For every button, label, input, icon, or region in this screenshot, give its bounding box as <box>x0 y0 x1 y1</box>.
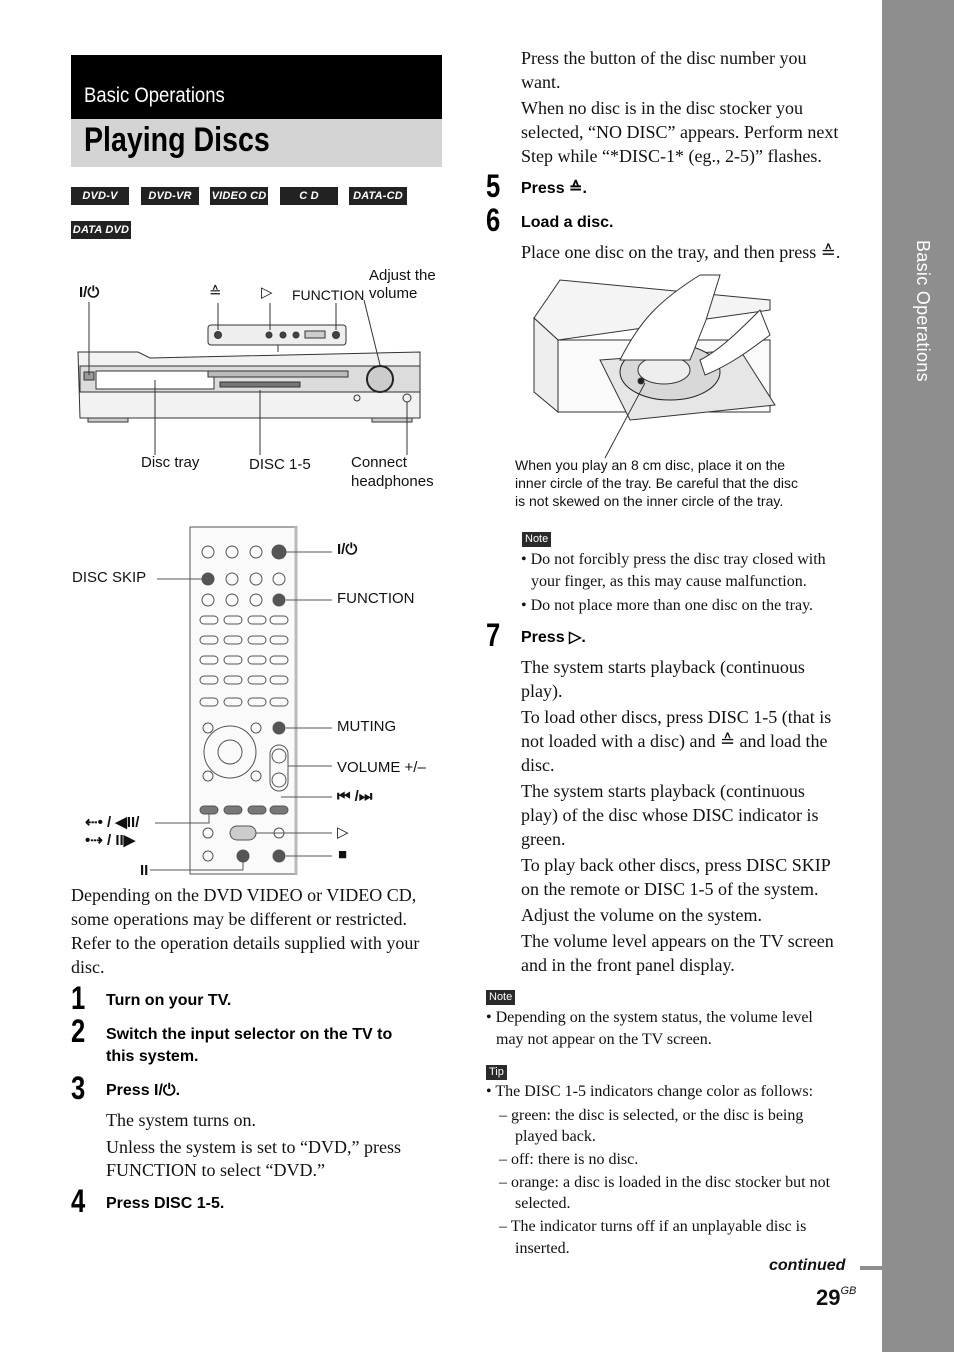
remote-power-label: I/⏻ <box>337 541 358 558</box>
remote-stop-label: ■ <box>338 846 348 863</box>
step-title: Press DISC 1-5. <box>106 1195 225 1212</box>
step-body: FUNCTION to select “DVD.” <box>106 1160 325 1180</box>
unit-disc-1-5-label: DISC 1-5 <box>249 456 311 473</box>
tip-tag: Tip <box>486 1065 507 1080</box>
continued-label: continued <box>769 1257 846 1274</box>
intro-line: Depending on the DVD VIDEO or VIDEO CD, <box>71 885 417 905</box>
badge-dvd-vr: DVD-VR <box>141 187 199 205</box>
step-number: 4 <box>71 1183 86 1219</box>
unit-connect-label-2: headphones <box>351 473 434 490</box>
unit-adjust-volume-label-1: Adjust the <box>369 267 436 284</box>
step-body: Place one disc on the tray, and then press ≙. <box>521 242 841 262</box>
tip-line: – off: there is no disc. <box>499 1151 639 1168</box>
step-title: Switch the input selector on the TV to <box>106 1026 393 1043</box>
tip-line: inserted. <box>515 1240 570 1257</box>
step-title: Press I/⏻. <box>106 1082 181 1099</box>
step4-body-line: want. <box>521 72 561 92</box>
step-title: Turn on your TV. <box>106 992 232 1009</box>
step-body: The system turns on. <box>106 1110 256 1130</box>
page-title: Playing Discs <box>84 121 270 159</box>
note-line: may not appear on the TV screen. <box>496 1031 712 1048</box>
step7-body-line: The volume level appears on the TV screen <box>521 931 834 951</box>
tip-line: played back. <box>515 1128 596 1145</box>
intro-line: Refer to the operation details supplied with your <box>71 933 420 953</box>
remote-muting-label: MUTING <box>337 718 397 735</box>
remote-replay-label-2: •⇢ / II▶ <box>85 832 136 849</box>
unit-connect-label-1: Connect <box>351 454 407 471</box>
step7-body-line: To load other discs, press DISC 1-5 (that is <box>521 707 832 727</box>
section-title: Basic Operations <box>84 84 225 107</box>
note-tag: Note <box>522 532 551 547</box>
step-body: Unless the system is set to “DVD,” press <box>106 1137 401 1157</box>
step7-body-line: and in the front panel display. <box>521 955 735 975</box>
tip-line: – The indicator turns off if an unplayable disc is <box>499 1218 807 1235</box>
step-number: 7 <box>486 617 501 653</box>
unit-function-label: FUNCTION <box>292 287 365 303</box>
remote-disc-skip-label: DISC SKIP <box>72 569 147 586</box>
unit-play-label: ▷ <box>261 284 273 301</box>
unit-eject-label: ≙ <box>209 284 222 301</box>
unit-disc-tray-label: Disc tray <box>141 454 200 471</box>
note-line: your finger, as this may cause malfunction. <box>531 573 807 590</box>
tip-line: selected. <box>515 1195 571 1212</box>
badge-data-cd: DATA-CD <box>349 187 407 205</box>
step-number: 1 <box>71 980 86 1016</box>
tip-line: • The DISC 1-5 indicators change color as follows: <box>486 1083 814 1100</box>
remote-replay-label-1: ⇠• / ◀II/ <box>85 814 140 831</box>
remote-volume-label: VOLUME +/– <box>337 759 426 776</box>
remote-function-label: FUNCTION <box>337 590 415 607</box>
tray-caption-line: When you play an 8 cm disc, place it on the <box>515 457 786 473</box>
step-number: 6 <box>486 202 501 238</box>
badge-cd: C D <box>280 187 338 205</box>
note-line: • Do not place more than one disc on the tray. <box>521 597 814 614</box>
tip-line: – green: the disc is selected, or the disc is being <box>499 1107 804 1124</box>
step7-body-line: on the remote or DISC 1-5 of the system. <box>521 879 819 899</box>
tray-caption-line: is not skewed on the inner circle of the tray. <box>515 493 784 509</box>
unit-adjust-volume-label-2: volume <box>369 285 418 302</box>
side-tab-label: Basic Operations <box>913 240 933 382</box>
note-line: • Do not forcibly press the disc tray closed with <box>521 551 826 568</box>
page-number <box>816 1285 856 1311</box>
remote-prev-next-label: ⏮ /⏭ <box>337 788 373 805</box>
page-number-value: 29 <box>816 1285 841 1310</box>
tray-caption-line: inner circle of the tray. Be careful that the disc <box>515 475 798 491</box>
step-title: Load a disc. <box>521 214 614 231</box>
tip-line: – orange: a disc is loaded in the disc stocker but not <box>499 1174 831 1191</box>
step-number: 3 <box>71 1070 86 1106</box>
step7-body-line: play). <box>521 681 563 701</box>
note-tag: Note <box>486 990 515 1005</box>
badge-data-dvd: DATA DVD <box>71 221 131 239</box>
page-suffix: GB <box>840 1285 857 1297</box>
step7-body-line: The system starts playback (continuous <box>521 657 805 677</box>
intro-line: some operations may be different or restricted. <box>71 909 408 929</box>
remote-pause-label: II <box>140 862 149 879</box>
step7-body-line: not loaded with a disc) and ≙ and load the <box>521 731 828 751</box>
intro-line: disc. <box>71 957 105 977</box>
step7-body-line: play) of the disc whose DISC indicator is <box>521 805 819 825</box>
step-number: 5 <box>486 168 501 204</box>
badge-video-cd: VIDEO CD <box>210 187 268 205</box>
continued-bar <box>860 1266 882 1270</box>
remote-play-label: ▷ <box>337 824 349 841</box>
step-title: Press ≙. <box>521 180 587 197</box>
step4-body-line: Step while “*DISC-1* (eg., 2-5)” flashes. <box>521 146 822 166</box>
step7-body-line: The system starts playback (continuous <box>521 781 805 801</box>
step4-body-line: When no disc is in the disc stocker you <box>521 98 803 118</box>
note-line: • Depending on the system status, the volume level <box>486 1009 813 1026</box>
step7-body-line: disc. <box>521 755 555 775</box>
step-number: 2 <box>71 1013 86 1049</box>
step-title: Press ▷. <box>521 629 586 646</box>
badge-dvd-v: DVD-V <box>71 187 129 205</box>
step7-body-line: green. <box>521 829 566 849</box>
step7-body-line: Adjust the volume on the system. <box>521 905 762 925</box>
step4-body-line: Press the button of the disc number you <box>521 48 807 68</box>
step4-body-line: selected, “NO DISC” appears. Perform next <box>521 122 839 142</box>
unit-power-label: I/⏻ <box>79 284 100 301</box>
step-title: this system. <box>106 1048 199 1065</box>
step7-body-line: To play back other discs, press DISC SKIP <box>521 855 831 875</box>
